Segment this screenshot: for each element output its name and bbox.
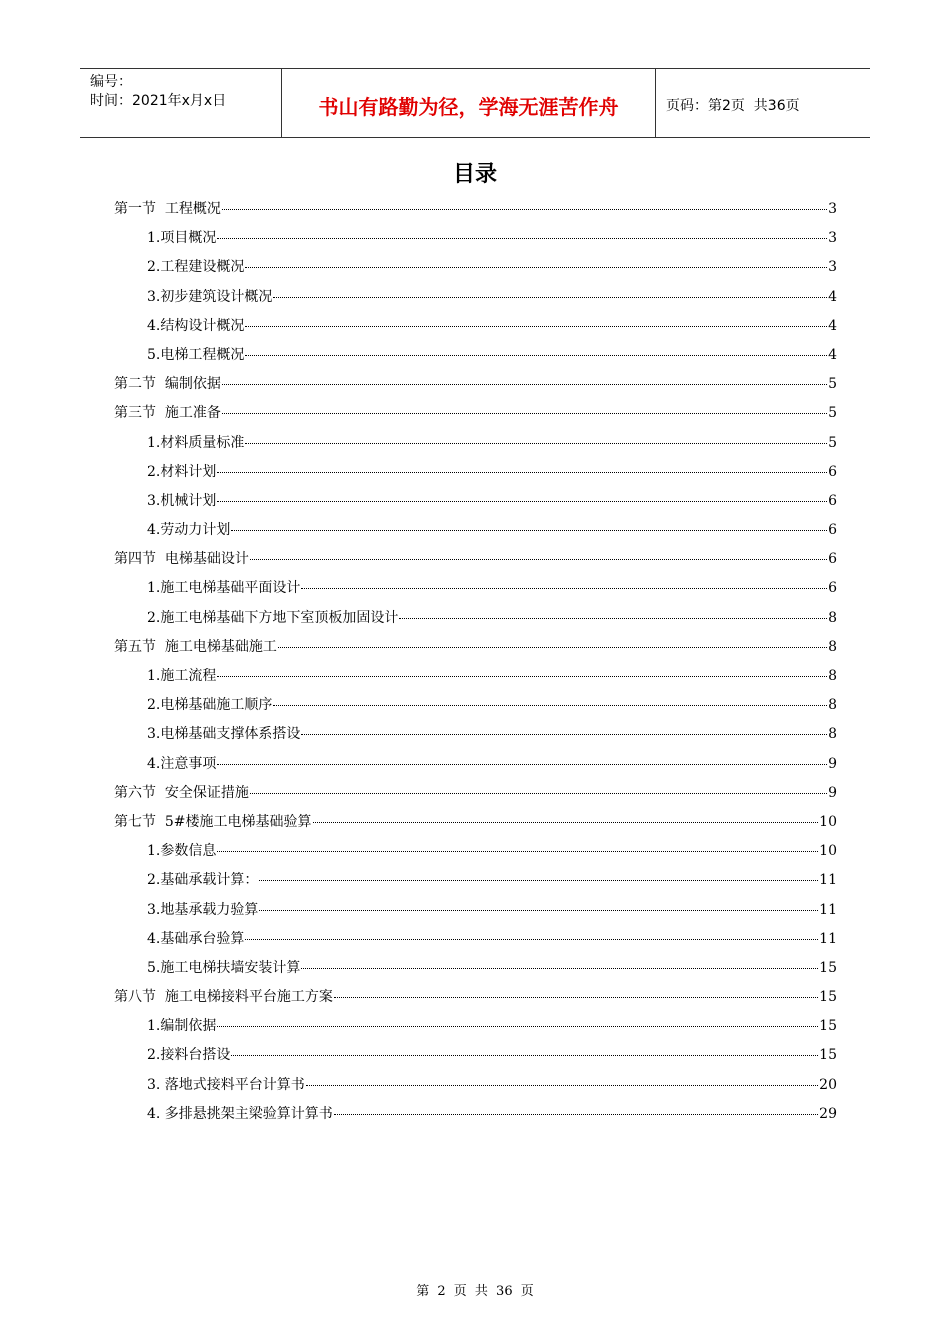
toc-dot-leader bbox=[334, 997, 818, 998]
toc-dot-leader bbox=[217, 472, 827, 473]
toc-entry-title: 第五节 施工电梯基础施工 bbox=[114, 638, 277, 655]
toc-entry-title: 3.地基承载力验算 bbox=[147, 901, 259, 918]
toc-dot-leader bbox=[245, 939, 818, 940]
toc-section-entry[interactable] bbox=[114, 636, 837, 665]
toc-page-number: 6 bbox=[828, 580, 837, 597]
toc-entry-title: 3.初步建筑设计概况 bbox=[147, 288, 273, 305]
toc-dot-leader bbox=[301, 588, 827, 589]
toc-section-entry[interactable] bbox=[114, 402, 837, 431]
toc-dot-leader bbox=[273, 705, 827, 706]
toc-page-number: 10 bbox=[819, 813, 837, 830]
toc-subsection-entry[interactable] bbox=[114, 694, 837, 723]
toc-dot-leader bbox=[278, 647, 827, 648]
toc-dot-leader bbox=[245, 355, 827, 356]
toc-subsection-entry[interactable] bbox=[114, 957, 837, 986]
toc-page-number: 11 bbox=[819, 901, 837, 918]
toc-dot-leader bbox=[259, 880, 818, 881]
toc-dot-leader bbox=[259, 910, 818, 911]
toc-dot-leader bbox=[217, 501, 827, 502]
toc-section-entry[interactable] bbox=[114, 548, 837, 577]
toc-page-number: 6 bbox=[828, 551, 837, 568]
toc-page-number: 3 bbox=[828, 201, 837, 217]
toc-page-number: 15 bbox=[819, 989, 837, 1006]
toc-page-number: 5 bbox=[828, 434, 837, 451]
toc-subsection-entry[interactable] bbox=[114, 432, 837, 461]
toc-entry-title: 2.基础承载计算： bbox=[147, 872, 259, 889]
toc-subsection-entry[interactable] bbox=[114, 256, 837, 285]
toc-entry-title: 1.施工流程 bbox=[147, 668, 217, 684]
toc-page-number: 6 bbox=[828, 492, 837, 509]
toc-entry-title: 第一节 工程概况 bbox=[114, 201, 221, 217]
toc-entry-title: 4.注意事项 bbox=[147, 755, 217, 772]
toc-dot-leader bbox=[217, 1026, 818, 1027]
toc-entry-title: 1.参数信息 bbox=[147, 843, 217, 860]
toc-entry-title: 4.结构设计概况 bbox=[147, 317, 245, 334]
toc-dot-leader bbox=[334, 1114, 818, 1115]
document-number-label: 编号： bbox=[90, 74, 132, 90]
toc-dot-leader bbox=[313, 822, 819, 823]
toc-page-number: 9 bbox=[828, 784, 837, 801]
toc-section-entry[interactable] bbox=[114, 782, 837, 811]
toc-dot-leader bbox=[217, 676, 827, 677]
toc-subsection-entry[interactable] bbox=[114, 840, 837, 869]
toc-page-number: 8 bbox=[828, 668, 837, 684]
toc-page-number: 9 bbox=[828, 755, 837, 772]
toc-section-entry[interactable] bbox=[114, 198, 837, 227]
toc-entry-title: 4.基础承台验算 bbox=[147, 930, 245, 947]
toc-dot-leader bbox=[250, 559, 827, 560]
toc-page-number: 15 bbox=[819, 1047, 837, 1064]
toc-entry-title: 2.电梯基础施工顺序 bbox=[147, 697, 273, 714]
toc-subsection-entry[interactable] bbox=[114, 490, 837, 519]
toc-entry-title: 3. 落地式接料平台计算书 bbox=[147, 1076, 305, 1093]
toc-dot-leader bbox=[245, 443, 827, 444]
toc-dot-leader bbox=[217, 238, 827, 239]
page-title: 目录 bbox=[452, 162, 497, 187]
toc-dot-leader bbox=[217, 851, 818, 852]
toc-entry-title: 1.施工电梯基础平面设计 bbox=[147, 580, 301, 597]
toc-dot-leader bbox=[399, 618, 827, 619]
toc-subsection-entry[interactable] bbox=[114, 607, 837, 636]
toc-page-number: 15 bbox=[819, 1018, 837, 1035]
toc-subsection-entry[interactable] bbox=[114, 1015, 837, 1044]
page-footer: 第 2 页 共 36 页 bbox=[416, 1284, 534, 1299]
toc-page-number: 29 bbox=[819, 1105, 837, 1122]
header-page-info-text: 页码：第2页 共36页 bbox=[666, 98, 800, 114]
toc-page-number: 8 bbox=[828, 726, 837, 743]
toc-page-number: 11 bbox=[819, 872, 837, 889]
toc-subsection-entry[interactable] bbox=[114, 227, 837, 256]
toc-page-number: 8 bbox=[828, 609, 837, 626]
toc-page-number: 3 bbox=[828, 259, 837, 276]
toc-subsection-entry[interactable] bbox=[114, 1044, 837, 1073]
toc-dot-leader bbox=[301, 968, 818, 969]
toc-section-entry[interactable] bbox=[114, 986, 837, 1015]
toc-section-entry[interactable] bbox=[114, 811, 837, 840]
toc-entry-title: 1.编制依据 bbox=[147, 1018, 217, 1035]
toc-entry-title: 5.电梯工程概况 bbox=[147, 346, 245, 363]
toc-entry-title: 5.施工电梯扶墙安装计算 bbox=[147, 959, 301, 976]
toc-dot-leader bbox=[231, 1055, 818, 1056]
toc-dot-leader bbox=[273, 297, 827, 298]
toc-page-number: 5 bbox=[828, 376, 837, 393]
toc-dot-leader bbox=[245, 267, 827, 268]
toc-page-number: 15 bbox=[819, 959, 837, 976]
toc-page-number: 10 bbox=[819, 843, 837, 860]
toc-page-number: 6 bbox=[828, 463, 837, 480]
toc-subsection-entry[interactable] bbox=[114, 577, 837, 606]
toc-subsection-entry[interactable] bbox=[114, 1103, 837, 1132]
toc-subsection-entry[interactable] bbox=[114, 869, 837, 898]
toc-section-entry[interactable] bbox=[114, 373, 837, 402]
toc-dot-leader bbox=[217, 764, 827, 765]
toc-subsection-entry[interactable] bbox=[114, 753, 837, 782]
toc-page-number: 8 bbox=[828, 638, 837, 655]
toc-page-number: 4 bbox=[828, 317, 837, 334]
page-header bbox=[80, 68, 870, 138]
toc-entry-title: 4. 多排悬挑架主梁验算计算书 bbox=[147, 1105, 333, 1122]
toc-entry-title: 第八节 施工电梯接料平台施工方案 bbox=[114, 989, 333, 1006]
toc-entry-title: 第六节 安全保证措施 bbox=[114, 784, 249, 801]
toc-dot-leader bbox=[222, 209, 827, 210]
toc-page-number: 4 bbox=[828, 288, 837, 305]
toc-page-number: 6 bbox=[828, 522, 837, 539]
toc-dot-leader bbox=[245, 326, 827, 327]
toc-subsection-entry[interactable] bbox=[114, 1074, 837, 1103]
toc-page-number: 11 bbox=[819, 930, 837, 947]
header-page-info bbox=[656, 69, 870, 137]
toc-subsection-entry[interactable] bbox=[114, 315, 837, 344]
toc-entry-title: 第七节 5#楼施工电梯基础验算 bbox=[114, 813, 312, 830]
toc-page-number: 5 bbox=[828, 405, 837, 422]
toc-subsection-entry[interactable] bbox=[114, 928, 837, 957]
document-date: 时间：2021年x月x日 bbox=[90, 93, 227, 109]
header-motto: 书山有路勤为径，学海无涯苦作舟 bbox=[282, 69, 656, 137]
toc-entry-title: 2.工程建设概况 bbox=[147, 259, 245, 276]
toc-entry-title: 2.施工电梯基础下方地下室顶板加固设计 bbox=[147, 609, 399, 626]
header-meta bbox=[80, 69, 282, 137]
toc-entry-title: 第四节 电梯基础设计 bbox=[114, 551, 249, 568]
toc-subsection-entry[interactable] bbox=[114, 344, 837, 373]
toc-entry-title: 3.机械计划 bbox=[147, 492, 217, 509]
toc-dot-leader bbox=[306, 1085, 818, 1086]
toc-page-number: 3 bbox=[828, 230, 837, 247]
toc-dot-leader bbox=[222, 384, 827, 385]
toc-subsection-entry[interactable] bbox=[114, 899, 837, 928]
toc-dot-leader bbox=[250, 793, 827, 794]
toc-page-number: 20 bbox=[819, 1076, 837, 1093]
table-of-contents bbox=[114, 198, 837, 1132]
toc-entry-title: 1.材料质量标准 bbox=[147, 434, 245, 451]
toc-entry-title: 2.材料计划 bbox=[147, 463, 217, 480]
toc-page-number: 4 bbox=[828, 346, 837, 363]
toc-entry-title: 1.项目概况 bbox=[147, 230, 217, 247]
toc-entry-title: 2.接料台搭设 bbox=[147, 1047, 231, 1064]
toc-subsection-entry[interactable] bbox=[114, 286, 837, 315]
toc-dot-leader bbox=[301, 734, 827, 735]
toc-entry-title: 4.劳动力计划 bbox=[147, 522, 231, 539]
toc-subsection-entry[interactable] bbox=[114, 519, 837, 548]
toc-dot-leader bbox=[231, 530, 827, 531]
toc-dot-leader bbox=[222, 413, 827, 414]
toc-entry-title: 第三节 施工准备 bbox=[114, 405, 221, 422]
toc-entry-title: 3.电梯基础支撑体系搭设 bbox=[147, 726, 301, 743]
toc-subsection-entry[interactable] bbox=[114, 665, 837, 694]
toc-entry-title: 第二节 编制依据 bbox=[114, 376, 221, 393]
toc-subsection-entry[interactable] bbox=[114, 723, 837, 752]
toc-subsection-entry[interactable] bbox=[114, 461, 837, 490]
toc-page-number: 8 bbox=[828, 697, 837, 714]
